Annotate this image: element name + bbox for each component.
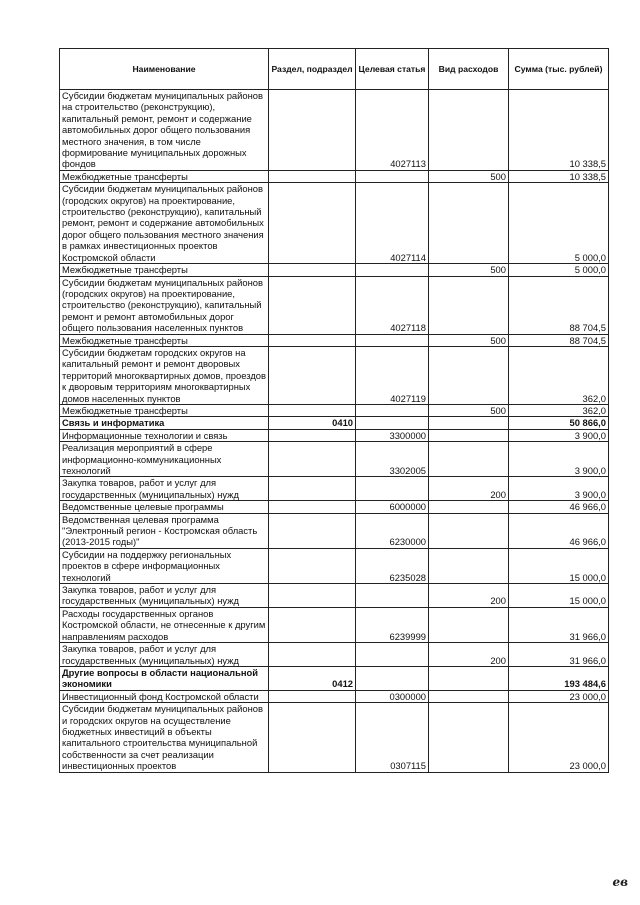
- cell-name: Межбюджетные трансферты: [60, 404, 269, 416]
- table-row: [60, 513, 609, 548]
- cell-section: [269, 183, 356, 264]
- table-row: [60, 690, 609, 702]
- cell-name: Другие вопросы в области национальной экономики: [60, 666, 269, 690]
- cell-target: 6239999: [356, 607, 429, 642]
- cell-kind: [429, 429, 509, 441]
- table-header: [60, 49, 609, 90]
- cell-name: Закупка товаров, работ и услуг для государственных (муниципальных) нужд: [60, 643, 269, 667]
- cell-section: [269, 584, 356, 608]
- table-body: [60, 90, 609, 773]
- budget-table: [59, 48, 609, 773]
- cell-target: 4027114: [356, 183, 429, 264]
- table-row: [60, 429, 609, 441]
- header-section: Раздел, подраздел: [269, 49, 356, 90]
- cell-name: Ведомственная целевая программа "Электронный регион - Костромская область (2013-2015 годы)": [60, 513, 269, 548]
- cell-section: [269, 477, 356, 501]
- cell-name: Закупка товаров, работ и услуг для государственных (муниципальных) нужд: [60, 477, 269, 501]
- table-row: [60, 264, 609, 276]
- cell-sum: 362,0: [509, 404, 609, 416]
- cell-kind: 500: [429, 170, 509, 182]
- table-row: [60, 607, 609, 642]
- cell-section: 0412: [269, 666, 356, 690]
- cell-kind: 500: [429, 264, 509, 276]
- cell-section: [269, 501, 356, 513]
- cell-sum: 31 966,0: [509, 643, 609, 667]
- cell-section: [269, 429, 356, 441]
- table-row: [60, 346, 609, 404]
- cell-section: [269, 690, 356, 702]
- cell-kind: [429, 607, 509, 642]
- cell-name: Межбюджетные трансферты: [60, 334, 269, 346]
- cell-name: Межбюджетные трансферты: [60, 264, 269, 276]
- cell-section: [269, 276, 356, 334]
- cell-section: [269, 334, 356, 346]
- cell-name: Ведомственные целевые программы: [60, 501, 269, 513]
- cell-kind: 500: [429, 334, 509, 346]
- cell-section: [269, 170, 356, 182]
- cell-name: Закупка товаров, работ и услуг для государственных (муниципальных) нужд: [60, 584, 269, 608]
- cell-target: 0300000: [356, 690, 429, 702]
- table-row: [60, 276, 609, 334]
- cell-name: Реализация мероприятий в сфере информационно-коммуникационных технологий: [60, 442, 269, 477]
- cell-section: [269, 607, 356, 642]
- cell-sum: 23 000,0: [509, 703, 609, 772]
- cell-section: [269, 643, 356, 667]
- cell-kind: [429, 346, 509, 404]
- cell-target: [356, 334, 429, 346]
- cell-sum: 362,0: [509, 346, 609, 404]
- cell-kind: [429, 703, 509, 772]
- cell-name: Информационные технологии и связь: [60, 429, 269, 441]
- table-row: [60, 703, 609, 772]
- cell-section: [269, 264, 356, 276]
- table-row: [60, 404, 609, 416]
- cell-target: 6230000: [356, 513, 429, 548]
- cell-target: [356, 584, 429, 608]
- cell-name: Субсидии бюджетам городских округов на капитальный ремонт и ремонт дворовых территорий многоквартирных домов, проездов к дворовым территориям многоквартирных домов населенных пунктов: [60, 346, 269, 404]
- cell-kind: [429, 183, 509, 264]
- cell-section: [269, 548, 356, 583]
- table-row: [60, 417, 609, 429]
- cell-section: [269, 404, 356, 416]
- cell-target: [356, 417, 429, 429]
- cell-target: [356, 170, 429, 182]
- cell-kind: [429, 501, 509, 513]
- cell-target: 4027119: [356, 346, 429, 404]
- cell-kind: [429, 276, 509, 334]
- cell-sum: 5 000,0: [509, 264, 609, 276]
- table-row: [60, 334, 609, 346]
- cell-name: Связь и информатика: [60, 417, 269, 429]
- cell-sum: 193 484,6: [509, 666, 609, 690]
- header-name: Наименование: [60, 49, 269, 90]
- cell-target: [356, 666, 429, 690]
- cell-target: 0307115: [356, 703, 429, 772]
- cell-sum: 31 966,0: [509, 607, 609, 642]
- cell-target: 3302005: [356, 442, 429, 477]
- cell-kind: 500: [429, 404, 509, 416]
- cell-sum: 88 704,5: [509, 334, 609, 346]
- cell-name: Межбюджетные трансферты: [60, 170, 269, 182]
- cell-target: [356, 404, 429, 416]
- cell-sum: 15 000,0: [509, 584, 609, 608]
- cell-name: Субсидии на поддержку региональных проектов в сфере информационных технологий: [60, 548, 269, 583]
- table-row: [60, 666, 609, 690]
- cell-kind: [429, 548, 509, 583]
- table-row: [60, 442, 609, 477]
- cell-target: 6235028: [356, 548, 429, 583]
- cell-target: 3300000: [356, 429, 429, 441]
- cell-sum: 46 966,0: [509, 513, 609, 548]
- table-row: [60, 501, 609, 513]
- cell-target: 6000000: [356, 501, 429, 513]
- table-row: [60, 643, 609, 667]
- cell-sum: 50 866,0: [509, 417, 609, 429]
- cell-sum: 46 966,0: [509, 501, 609, 513]
- cell-kind: [429, 90, 509, 171]
- cell-section: 0410: [269, 417, 356, 429]
- cell-sum: 5 000,0: [509, 183, 609, 264]
- header-target: Целевая статья: [356, 49, 429, 90]
- cell-kind: [429, 666, 509, 690]
- cell-name: Субсидии бюджетам муниципальных районов (городских округов) на проектирование, строительство (реконструкцию), капитальный ремонт, ремонт и содержание автомобильных дорог общего пользования местного значения в рамках инвестиционных проектов Костромской области: [60, 183, 269, 264]
- cell-name: Субсидии бюджетам муниципальных районов и городских округов на осуществление бюджетных инвестиций в объекты капитального строительства муниципальной собственности за счет реализации инвестиционных проектов: [60, 703, 269, 772]
- cell-name: Субсидии бюджетам муниципальных районов на строительство (реконструкцию), капитальный ремонт, ремонт и содержание автомобильных дорог общего пользования местного значения, в том числе формирование муниципальных дорожных фондов: [60, 90, 269, 171]
- cell-kind: [429, 442, 509, 477]
- cell-sum: 15 000,0: [509, 548, 609, 583]
- cell-kind: 200: [429, 584, 509, 608]
- cell-sum: 23 000,0: [509, 690, 609, 702]
- table-row: [60, 183, 609, 264]
- cell-section: [269, 346, 356, 404]
- cell-sum: 88 704,5: [509, 276, 609, 334]
- cell-target: [356, 477, 429, 501]
- cell-kind: 200: [429, 643, 509, 667]
- table-row: [60, 548, 609, 583]
- cell-target: 4027113: [356, 90, 429, 171]
- cell-section: [269, 513, 356, 548]
- cell-sum: 10 338,5: [509, 170, 609, 182]
- cell-kind: 200: [429, 477, 509, 501]
- cell-name: Инвестиционный фонд Костромской области: [60, 690, 269, 702]
- header-sum: Сумма (тыс. рублей): [509, 49, 609, 90]
- cell-kind: [429, 417, 509, 429]
- cell-target: [356, 264, 429, 276]
- cell-name: Субсидии бюджетам муниципальных районов (городских округов) на проектирование, строительство (реконструкцию), капитальный ремонт и ремонт автомобильных дорог общего пользования населенных пунктов: [60, 276, 269, 334]
- cell-kind: [429, 513, 509, 548]
- cell-section: [269, 90, 356, 171]
- table-row: [60, 170, 609, 182]
- cell-section: [269, 703, 356, 772]
- cell-sum: 3 900,0: [509, 477, 609, 501]
- cell-sum: 3 900,0: [509, 442, 609, 477]
- table-row: [60, 477, 609, 501]
- cell-sum: 3 900,0: [509, 429, 609, 441]
- cell-name: Расходы государственных органов Костромской области, не отнесенные к другим направлениям расходов: [60, 607, 269, 642]
- table-row: [60, 584, 609, 608]
- table-row: [60, 90, 609, 171]
- cell-target: 4027118: [356, 276, 429, 334]
- cell-target: [356, 643, 429, 667]
- header-kind: Вид расходов: [429, 49, 509, 90]
- cell-section: [269, 442, 356, 477]
- cell-kind: [429, 690, 509, 702]
- cell-sum: 10 338,5: [509, 90, 609, 171]
- page-handwritten-mark: ев: [612, 875, 628, 889]
